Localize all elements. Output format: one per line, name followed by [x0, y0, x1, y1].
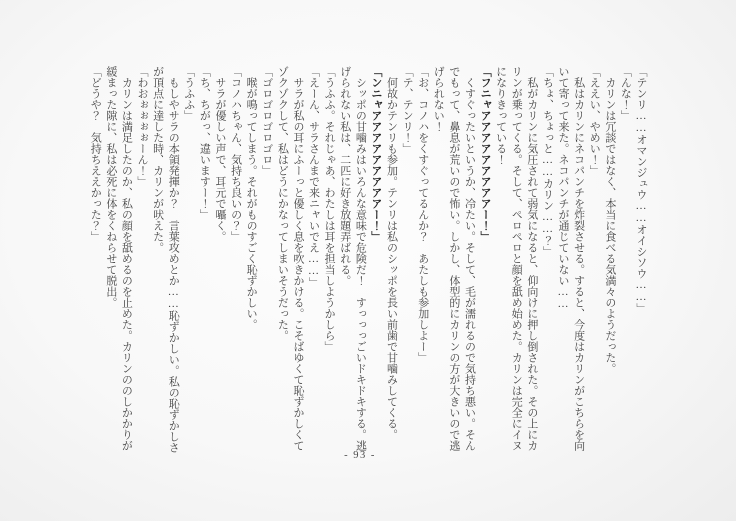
- text-line: 「ちょ、ちょっと……カリン……？」: [541, 66, 554, 257]
- text-line: 「コノハちゃん、気持ち良いの？」: [229, 66, 242, 242]
- text-line: 「どうや？ 気持ちええかった？」: [89, 66, 102, 242]
- text-line: 喉が鳴ってしまう。それがものすごく恥ずかしい。: [245, 66, 258, 330]
- text-line: が頂点に達した時、カリンが吠えた。: [151, 66, 164, 253]
- text-line: リンが乗ってくる。そして、ペロペロと顔を舐め始めた。カリンは完全にイヌ: [510, 66, 523, 451]
- text-line: 何故かテンリも参加。テンリは私のシッポを長い前歯で甘噛みしてくる。: [385, 66, 398, 440]
- text-line: 「テンリ……オマンジュウ……オイシソウ……」: [635, 66, 647, 314]
- text-line: 「うふふ」: [182, 66, 195, 121]
- text-line: 「ち、ちがっ、違いますー！」: [198, 66, 211, 220]
- text-line-emphasized: 「ンニャアアアアアアアアアー！」: [369, 66, 382, 242]
- text-line: になりきっている！: [494, 66, 507, 165]
- text-line: カリンは冗談ではなく、本当に食べる気満々のようだった。: [603, 66, 616, 374]
- vertical-text-block: [87, 66, 648, 458]
- text-line: 「えーん、サラさんまで来ニャいでえ……」: [307, 66, 320, 288]
- text-line: ゾクゾクして、私はどうにかなってしまいそうだった。: [276, 66, 289, 341]
- text-line: カリンは満足したのか、私の顔を舐めるのを止めた。カリンののしかかりが: [120, 66, 133, 451]
- text-line: でもって、鼻息が荒いので怖い。しかし、体型的にカリンの方が大きいので逃: [447, 66, 460, 451]
- text-line: もしやサラの本領発揮か？ 言葉攻めとか……恥ずかしい。私の恥ずかしさ: [167, 66, 180, 453]
- page-number: - 93 -: [344, 450, 376, 461]
- text-line: 「わおぉぉぉぉーん！」: [136, 66, 148, 187]
- text-line: 「お、コノハをくすぐってるんか？ あたしも参加しよー」: [416, 66, 429, 363]
- text-line: 「ええい、やめい！」: [588, 66, 601, 176]
- text-line: 「うふふ。それじゃあ、わたしは耳を担当しようかしら」: [323, 66, 336, 352]
- text-line: げられない！: [432, 66, 445, 132]
- text-line: いて寄って来た。ネコパンチが通じていない……: [557, 66, 570, 310]
- text-line: 私はカリンにネコパンチを炸裂させる。すると、今度はカリンがこちらを向: [572, 66, 585, 451]
- text-line-emphasized: 「フニャアアアアアアアアアー！」: [479, 66, 492, 242]
- text-line: 私がカリンに気圧されて弱気になると、仰向けに押し倒された。その上にカ: [525, 66, 538, 451]
- text-line: 「んな！」: [619, 66, 632, 121]
- text-line: サラが私の耳にふーっと優しく息を吹きかける。こそばゆくて恥ずかしくて: [291, 66, 304, 451]
- text-line: サラが優しい声で、耳元で囁く。: [213, 66, 226, 242]
- text-line: 「ゴロゴロゴロゴロ」: [260, 66, 273, 176]
- text-line: げられない私は、二匹に好き放題弄ばれる。: [338, 66, 351, 286]
- text-line: シッポの甘噛みはいろんな意味で危険だ！ すっっっごいドキドキする。逃: [354, 66, 367, 451]
- text-line: 「テ、テンリ！」: [401, 66, 414, 154]
- text-line: くすぐったいというか、冷たい。そして、毛が濡れるので気持ち悪い。そん: [463, 66, 476, 451]
- text-line: 緩まった隙に、私は必死に体をくねらせて脱出。: [104, 66, 117, 308]
